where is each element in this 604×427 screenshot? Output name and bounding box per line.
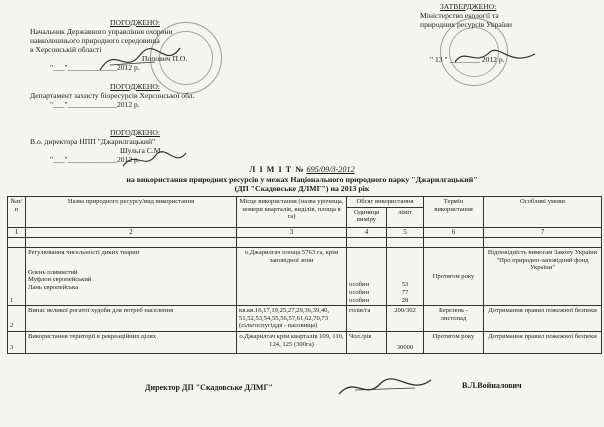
header-name: Назва природного ресурсу/вид використання: [26, 197, 237, 228]
approval-line: В.о. директора НПП "Джарилгацький": [30, 137, 156, 146]
row-name: Випас великої рогатої худоби для потреб населення: [26, 306, 237, 332]
approval-line: Міністерство екології та: [420, 11, 499, 20]
row-special: Дотримання правил пожежної безпеки: [484, 331, 602, 353]
table-row: [8, 331, 602, 353]
row-limit: 200/302: [387, 306, 424, 332]
document-title: [0, 165, 604, 174]
footer-name: В.Л.Войналович: [462, 381, 522, 390]
unit-item: особин: [349, 296, 370, 304]
approval-name: Попович П.О.: [142, 54, 188, 63]
approval-date: "___"_____________2012 р.: [50, 155, 140, 164]
header-special: Особливі умови: [484, 197, 602, 228]
header-term: Термін використання: [424, 197, 484, 228]
approval-line: природних ресурсів України: [420, 20, 512, 29]
approval-line: Начальник Державного управління охорони: [30, 27, 173, 36]
approval-line: навколишнього природного середовища: [30, 36, 160, 45]
limit-item: 77: [401, 289, 409, 296]
approval-heading: ПОГОДЖЕНО:: [110, 18, 160, 27]
approval-block-3: [30, 128, 190, 164]
table-row: [8, 248, 602, 306]
col-number: 2: [26, 227, 237, 238]
row-unit: голів/га: [347, 306, 387, 332]
header-num: №п/п: [8, 197, 26, 228]
approval-block-2: [30, 82, 194, 109]
row-place: кв.кв.16,17,19,25,27,29,36,39,40, 51,52,53,54,55,56,57,61,62,70,73 (сільгоспугіддя - пасовища): [237, 306, 347, 332]
limits-table: [7, 196, 602, 354]
col-number: 7: [484, 227, 602, 238]
row-special: Дотримання правил пожежної безпеки: [484, 306, 602, 332]
animal-item: Олень плямистий: [28, 268, 78, 276]
approval-name: Шульга С.М.: [120, 146, 163, 155]
row-num: 2: [8, 306, 26, 332]
col-number: 5: [387, 227, 424, 238]
table-header-row: [8, 197, 602, 208]
row-limit: 30000: [387, 331, 424, 353]
row-limit: [387, 248, 424, 306]
subtitle-line-1: на використання природних ресурсів у межах Національного природного парку "Джарилгацький": [126, 175, 478, 184]
header-volume: Обсяг використання: [347, 197, 424, 208]
col-number: 4: [347, 227, 387, 238]
row-name: [26, 248, 237, 306]
animal-item: Лань європейська: [28, 283, 79, 291]
animal-item: Муфлон європейський: [28, 276, 92, 284]
document-number: 695/09/3-2012: [306, 165, 355, 174]
approval-block-1: [30, 18, 190, 72]
row-term: Березень - листопад: [424, 306, 484, 332]
col-number: 3: [237, 227, 347, 238]
approval-line: Департамент захисту біоресурсів Херсонської обл.: [30, 91, 195, 100]
subtitle-line-2: (ДП "Скадовське ДЛМГ") на 2013 рік: [234, 184, 370, 193]
row-name: Використання території в рекреаційних цілях: [26, 331, 237, 353]
approval-date: " 13 " ________ 2012 р.: [430, 55, 505, 64]
table-spacer-row: [8, 238, 602, 248]
footer-position: Директор ДП "Скадовське ДЛМГ": [145, 383, 273, 392]
header-place: Місце використання (назва урочища, номери кварталів, виділів, площа в га): [237, 197, 347, 228]
table-column-numbers: [8, 227, 602, 238]
approval-block-right: [420, 2, 512, 64]
row-num: 1: [8, 248, 26, 306]
title-prefix: Л І М І Т №: [249, 165, 305, 174]
row-place: о.Джарилгач площа 5763 га, крім заповідної зони: [237, 248, 347, 306]
approval-heading: ПОГОДЖЕНО:: [110, 82, 160, 91]
col-number: 6: [424, 227, 484, 238]
unit-item: особин: [349, 281, 370, 289]
header-unit: Одиниця виміру: [347, 207, 387, 227]
row-place: о.Джарилгач крім кварталів 109, 110, 124, 125 (300га): [237, 331, 347, 353]
row-unit: Чол./рік: [347, 331, 387, 353]
header-limit: ліміт: [387, 207, 424, 227]
approval-line: в Херсонській області: [30, 45, 102, 54]
table-row: [8, 306, 602, 332]
unit-item: особин: [349, 289, 370, 296]
document-subtitle: [0, 175, 604, 193]
limit-item: 53: [401, 281, 409, 289]
signature-director: [335, 374, 435, 402]
approval-date: "___"_____________2012 р.: [50, 100, 140, 109]
limit-item: 28: [401, 296, 409, 304]
col-number: 1: [8, 227, 26, 238]
row-term: Протягом року: [424, 331, 484, 353]
row-term: Протягом року: [424, 248, 484, 306]
approval-date: "___"_____________2012 р.: [50, 63, 140, 72]
approval-heading: ПОГОДЖЕНО:: [110, 128, 160, 137]
row-name-text: Регулювання чисельності диких тварин: [28, 249, 140, 257]
approval-heading: ЗАТВЕРДЖЕНО:: [440, 2, 497, 11]
row-special: Відповідність вимогам Закону України "Про природно-заповідний фонд України": [484, 248, 602, 306]
row-unit: [347, 248, 387, 306]
row-num: 3: [8, 331, 26, 353]
